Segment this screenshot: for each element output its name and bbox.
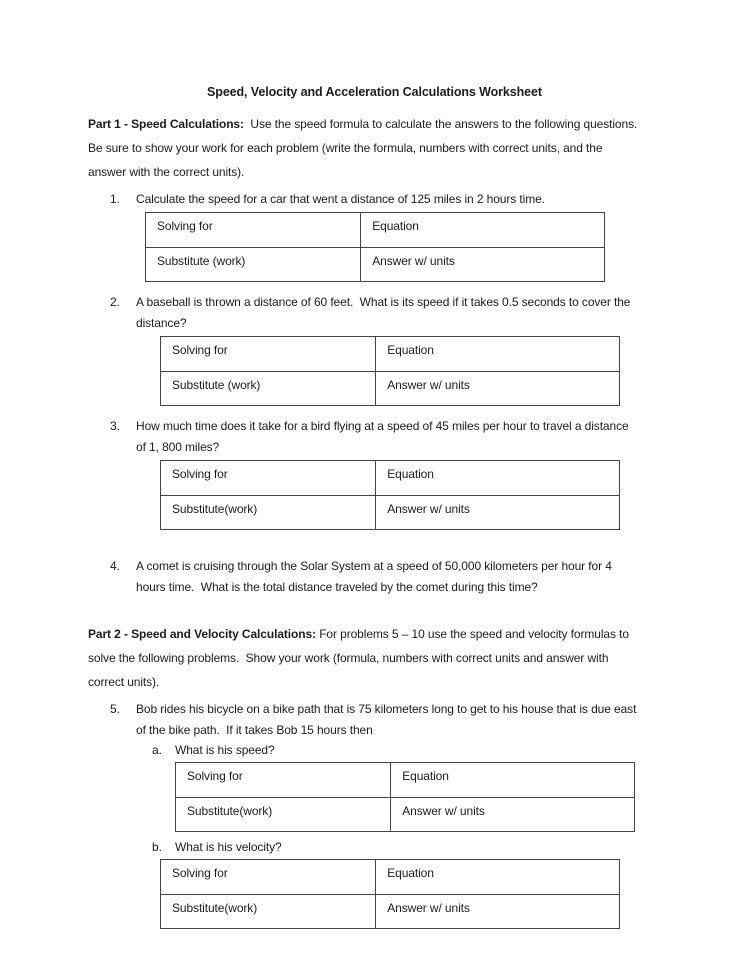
question-2-number: 2. <box>110 295 120 309</box>
question-2-body <box>136 292 709 406</box>
question-5a <box>152 741 709 760</box>
question-3-solving-for-cell: Solving for <box>161 461 376 496</box>
question-2 <box>110 292 709 406</box>
question-2-answer-cell: Answer w/ units <box>387 378 470 392</box>
part1-intro-line3: answer with the correct units). <box>88 165 245 179</box>
question-4-text-line1: A comet is cruising through the Solar System at a speed of 50,000 kilometers per hour for 4 <box>136 559 612 573</box>
question-5b <box>152 838 709 857</box>
question-4-body <box>136 556 709 598</box>
question-5b-work-table <box>160 859 620 929</box>
page-title: Speed, Velocity and Acceleration Calculations Worksheet <box>207 85 542 99</box>
question-3-equation-cell: Equation <box>376 461 619 496</box>
question-5 <box>110 699 709 929</box>
question-5-number: 5. <box>110 702 120 716</box>
question-4-number: 4. <box>110 559 120 573</box>
part1-intro-line2: Be sure to show your work for each problem (write the formula, numbers with correct units, and the <box>88 141 603 155</box>
part2-intro-line2: solve the following problems. Show your work (formula, numbers with correct units and answer with <box>88 651 609 665</box>
question-5a-solving-for-cell: Solving for <box>176 763 391 798</box>
question-5-text-line1: Bob rides his bicycle on a bike path that is 75 kilometers long to get to his house that is due east <box>136 702 637 716</box>
question-5b-equation-cell: Equation <box>376 860 619 895</box>
worksheet-content <box>0 112 749 929</box>
part2-heading: Part 2 - Speed and Velocity Calculations: <box>88 627 316 641</box>
question-2-text-line2: distance? <box>136 316 187 330</box>
question-2-solving-for-cell: Solving for <box>161 337 376 372</box>
part2-intro-line3: correct units). <box>88 675 160 689</box>
question-1-answer-cell: Answer w/ units <box>372 254 455 268</box>
question-1-solving-for-cell: Solving for <box>146 213 361 248</box>
question-5a-equation-cell: Equation <box>391 763 634 798</box>
question-3-text-line2: of 1, 800 miles? <box>136 440 220 454</box>
question-3-substitute-cell: Substitute(work) <box>161 496 376 529</box>
question-5a-substitute-cell: Substitute(work) <box>176 798 391 831</box>
question-5b-solving-for-cell: Solving for <box>161 860 376 895</box>
part1-intro-line1 <box>88 112 709 136</box>
question-4-text-line2: hours time. What is the total distance traveled by the comet during this time? <box>136 580 538 594</box>
question-3 <box>110 416 709 530</box>
question-1-body <box>136 189 709 282</box>
question-5b-text: What is his velocity? <box>175 840 282 854</box>
question-5-body <box>136 699 709 929</box>
question-2-equation-cell: Equation <box>376 337 619 372</box>
question-3-work-table <box>160 460 620 530</box>
question-2-substitute-cell: Substitute (work) <box>161 372 376 405</box>
question-1-work-table <box>145 212 605 282</box>
part2-intro <box>88 622 709 694</box>
part2-intro-line1 <box>88 622 709 646</box>
question-2-work-table <box>160 336 620 406</box>
question-3-number: 3. <box>110 419 120 433</box>
part1-intro <box>88 112 709 184</box>
question-4 <box>110 556 709 598</box>
question-3-body <box>136 416 709 530</box>
part1-heading: Part 1 - Speed Calculations: <box>88 117 244 131</box>
question-5-text-line2: of the bike path. If it takes Bob 15 hours then <box>136 723 373 737</box>
question-5a-text: What is his speed? <box>175 743 275 757</box>
part1-intro-line1-rest: Use the speed formula to calculate the answers to the following questions. <box>243 117 638 131</box>
question-5b-answer-cell: Answer w/ units <box>387 901 470 915</box>
question-5a-label: a. <box>152 743 162 757</box>
question-3-text-line1: How much time does it take for a bird flying at a speed of 45 miles per hour to travel a distance <box>136 419 629 433</box>
question-2-text-line1: A baseball is thrown a distance of 60 feet. What is its speed if it takes 0.5 seconds to cover the <box>136 295 631 309</box>
question-5b-label: b. <box>152 840 162 854</box>
question-1-equation-cell: Equation <box>361 213 604 248</box>
question-3-answer-cell: Answer w/ units <box>387 502 470 516</box>
question-5a-answer-cell: Answer w/ units <box>402 804 485 818</box>
question-1-number: 1. <box>110 192 120 206</box>
part2-intro-line1-rest: For problems 5 – 10 use the speed and velocity formulas to <box>315 627 629 641</box>
question-1-text: Calculate the speed for a car that went a distance of 125 miles in 2 hours time. <box>136 192 545 206</box>
question-1-substitute-cell: Substitute (work) <box>146 248 361 281</box>
question-5b-substitute-cell: Substitute(work) <box>161 895 376 928</box>
question-1 <box>110 189 709 282</box>
question-5a-work-table <box>175 762 635 832</box>
